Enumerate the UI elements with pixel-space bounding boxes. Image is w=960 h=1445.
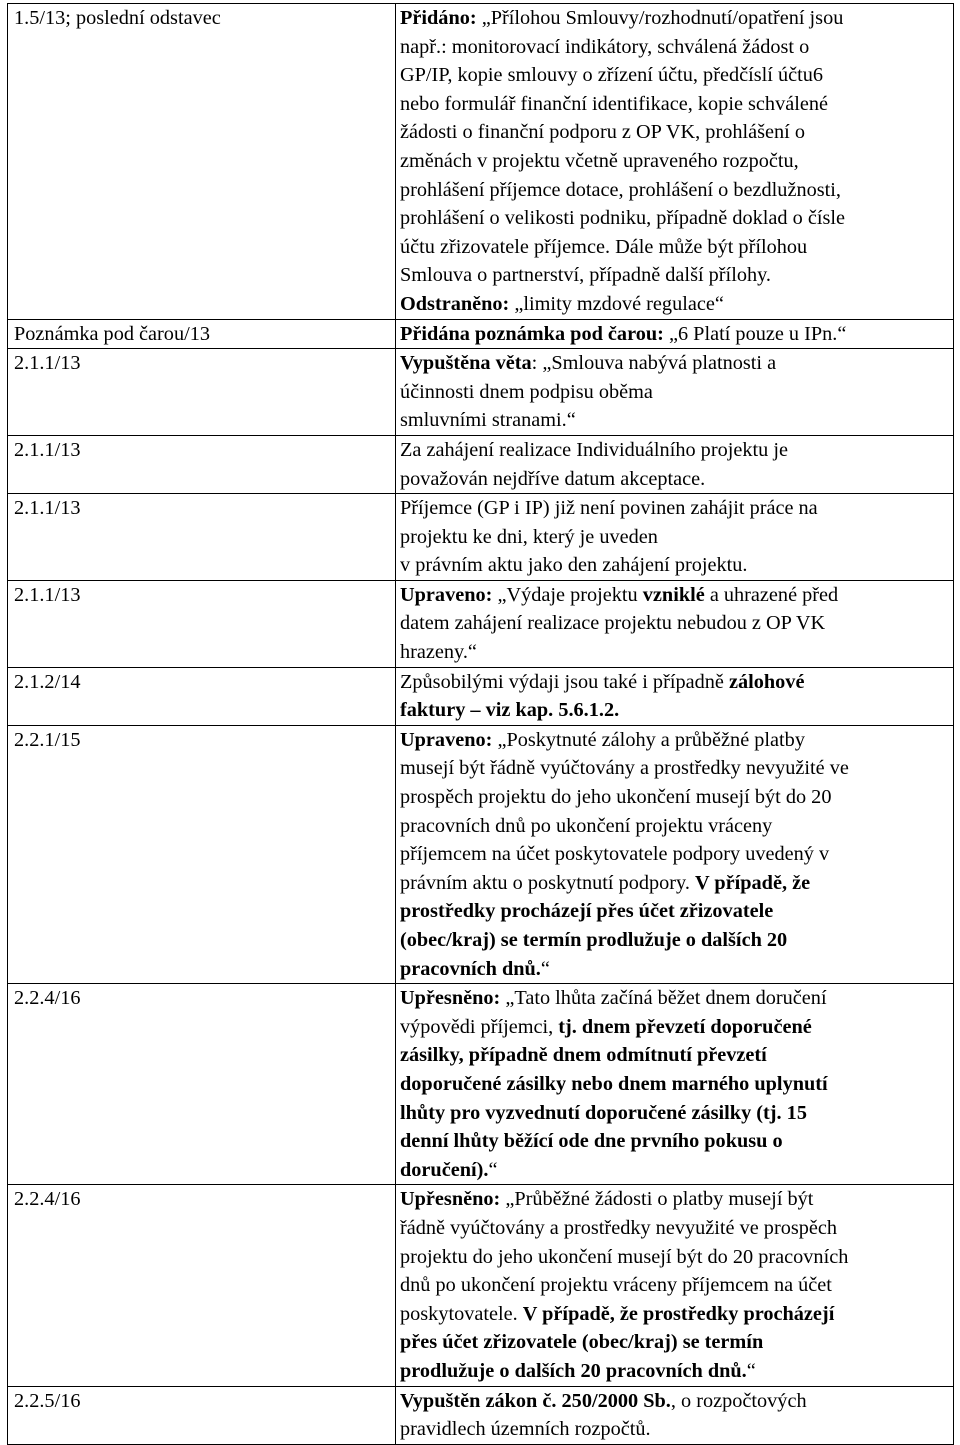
text-segment: GP/IP, kopie smlouvy o zřízení účtu, předčíslí účtu6: [400, 64, 824, 87]
text-segment: hrazeny.“: [400, 641, 477, 664]
text-segment: projektu ke dni, který je uveden: [400, 525, 658, 548]
bold-text-segment: Odstraněno:: [400, 292, 510, 315]
text-line: [400, 1271, 949, 1300]
table-row: [8, 349, 954, 436]
change-description: [396, 349, 954, 436]
text-line: [400, 1013, 949, 1042]
change-description: [396, 319, 954, 349]
text-segment: “: [540, 957, 550, 980]
text-line: [400, 1127, 949, 1156]
change-description: [396, 725, 954, 983]
text-line: [400, 812, 949, 841]
bold-text-segment: zálohové: [728, 670, 805, 693]
table-row: [8, 319, 954, 349]
text-segment: nebo formulář finanční identifikace, kopie schválené: [400, 92, 828, 115]
text-segment: projektu do jeho ukončení musejí být do 20 pracovních: [400, 1245, 849, 1268]
bold-text-segment: Upraveno:: [400, 728, 493, 751]
text-line: [400, 349, 949, 378]
change-description: [396, 494, 954, 581]
text-segment: „Poskytnuté zálohy a průběžné platby: [492, 728, 805, 751]
bold-text-segment: zásilky, případně dnem odmítnutí převzetí: [400, 1044, 767, 1067]
text-line: [400, 1387, 949, 1416]
text-line: [400, 523, 949, 552]
section-reference: 2.1.1/13: [8, 494, 396, 581]
text-segment: „Přílohou Smlouvy/rozhodnutí/opatření jsou: [476, 7, 844, 29]
text-line: [400, 1099, 949, 1128]
text-segment: musejí být řádně vyúčtovány a prostředky nevyužité ve: [400, 757, 849, 780]
text-segment: „Výdaje projektu: [492, 583, 643, 606]
text-segment: „Průběžné žádosti o platby musejí být: [500, 1188, 814, 1211]
text-segment: prospěch projektu do jeho ukončení musejí být do 20: [400, 786, 832, 809]
table-row: [8, 1185, 954, 1386]
text-line: [400, 147, 949, 176]
bold-text-segment: Upřesněno:: [400, 1188, 501, 1211]
bold-text-segment: Přidáno:: [400, 7, 477, 29]
text-line: [400, 984, 949, 1013]
text-line: [400, 4, 949, 33]
changes-table-body: [8, 4, 954, 1445]
text-segment: prohlášení příjemce dotace, prohlášení o bezdlužnosti,: [400, 178, 841, 201]
text-line: [400, 869, 949, 898]
bold-text-segment: faktury – viz kap. 5.6.1.2.: [400, 699, 620, 722]
text-line: [400, 696, 949, 725]
bold-text-segment: Vypuštěn zákon č. 250/2000 Sb.: [400, 1389, 671, 1412]
text-line: [400, 494, 949, 523]
section-reference: 2.1.2/14: [8, 667, 396, 725]
text-line: [400, 955, 949, 984]
text-line: [400, 1357, 949, 1386]
text-line: [400, 783, 949, 812]
text-line: [400, 290, 949, 319]
text-line: [400, 1070, 949, 1099]
text-line: [400, 465, 949, 494]
text-segment: změnách v projektu včetně upraveného rozpočtu,: [400, 149, 799, 172]
bold-text-segment: doporučené zásilky nebo dnem marného uplynutí: [400, 1072, 828, 1095]
change-description: [396, 580, 954, 667]
text-line: [400, 61, 949, 90]
text-line: [400, 176, 949, 205]
text-segment: prohlášení o velikosti podniku, případně doklad o čísle: [400, 207, 845, 230]
text-line: [400, 668, 949, 697]
bold-text-segment: prostředky procházejí přes účet zřizovatele: [400, 900, 774, 923]
text-line: [400, 320, 949, 349]
text-segment: žádosti o finanční podporu z OP VK, prohlášení o: [400, 121, 805, 144]
text-segment: Za zahájení realizace Individuálního projektu je: [400, 438, 788, 461]
bold-text-segment: Upřesněno:: [400, 987, 501, 1010]
bold-text-segment: tj. dnem převzetí doporučené: [558, 1015, 812, 1038]
text-line: [400, 1300, 949, 1329]
text-segment: datem zahájení realizace projektu nebudou z OP VK: [400, 612, 826, 635]
table-row: [8, 1386, 954, 1444]
text-segment: „limity mzdové regulace“: [509, 292, 724, 315]
bold-text-segment: Upraveno:: [400, 583, 493, 606]
text-line: [400, 1214, 949, 1243]
text-line: [400, 1185, 949, 1214]
text-segment: dnů po ukončení projektu vráceny příjemcem na účet: [400, 1274, 832, 1297]
text-segment: pracovních dnů po ukončení projektu vráceny: [400, 814, 773, 837]
section-reference: 2.1.1/13: [8, 435, 396, 493]
table-row: [8, 494, 954, 581]
text-segment: “: [488, 1158, 498, 1181]
text-segment: účtu zřizovatele příjemce. Dále může být přílohou: [400, 235, 808, 258]
text-segment: např.: monitorovací indikátory, schválená žádost o: [400, 35, 810, 58]
text-line: [400, 90, 949, 119]
change-description: [396, 1185, 954, 1386]
text-segment: : „Smlouva nabývá platnosti a: [531, 352, 777, 375]
text-segment: považován nejdříve datum akceptace.: [400, 467, 706, 490]
text-line: [400, 754, 949, 783]
text-line: [400, 897, 949, 926]
change-description: [396, 984, 954, 1185]
text-line: [400, 33, 949, 62]
text-line: [400, 551, 949, 580]
text-line: [400, 726, 949, 755]
text-line: [400, 1156, 949, 1185]
text-segment: smluvními stranami.“: [400, 409, 576, 432]
text-segment: právním aktu o poskytnutí podpory.: [400, 871, 695, 894]
text-segment: řádně vyúčtovány a prostředky nevyužité ve prospěch: [400, 1216, 838, 1239]
bold-text-segment: vzniklé: [642, 583, 705, 606]
text-line: [400, 840, 949, 869]
text-line: [400, 1415, 949, 1444]
table-row: [8, 984, 954, 1185]
section-reference: 1.5/13; poslední odstavec: [8, 4, 396, 320]
text-segment: pravidlech územních rozpočtů.: [400, 1418, 651, 1441]
bold-text-segment: (obec/kraj) se termín prodlužuje o dalších 20: [400, 929, 788, 951]
text-segment: „Tato lhůta začíná běžet dnem doručení: [500, 987, 827, 1010]
change-description: [396, 4, 954, 320]
bold-text-segment: prodlužuje o dalších 20 pracovních dnů.: [400, 1359, 747, 1382]
text-line: [400, 261, 949, 290]
table-row: [8, 725, 954, 983]
text-line: [400, 926, 949, 955]
text-segment: “: [746, 1359, 756, 1382]
section-reference: 2.2.1/15: [8, 725, 396, 983]
section-reference: 2.2.5/16: [8, 1386, 396, 1444]
bold-text-segment: lhůty pro vyzvednutí doporučené zásilky (tj. 15: [400, 1101, 807, 1124]
text-line: [400, 1328, 949, 1357]
text-segment: , o rozpočtových: [670, 1389, 807, 1412]
table-row: [8, 4, 954, 320]
table-row: [8, 667, 954, 725]
change-description: [396, 1386, 954, 1444]
text-segment: a uhrazené před: [704, 583, 839, 606]
text-line: [400, 233, 949, 262]
text-segment: účinnosti dnem podpisu oběma: [400, 380, 653, 403]
bold-text-segment: denní lhůty běžící ode dne prvního pokusu o: [400, 1130, 783, 1153]
section-reference: 2.2.4/16: [8, 1185, 396, 1386]
text-segment: Příjemce (GP i IP) již není povinen zahájit práce na: [400, 497, 818, 520]
changes-table: [7, 3, 954, 1445]
text-segment: Způsobilými výdaji jsou také i případně: [400, 670, 729, 693]
text-line: [400, 1243, 949, 1272]
text-line: [400, 638, 949, 667]
text-segment: výpovědi příjemci,: [400, 1015, 559, 1038]
text-segment: „6 Platí pouze u IPn.“: [663, 322, 847, 345]
text-segment: poskytovatele.: [400, 1302, 523, 1325]
bold-text-segment: V případě, že: [695, 871, 811, 894]
text-line: [400, 1041, 949, 1070]
text-segment: Smlouva o partnerství, případně další přílohy.: [400, 264, 772, 287]
table-row: [8, 435, 954, 493]
text-segment: příjemcem na účet poskytovatele podpory uvedený v: [400, 843, 830, 866]
text-line: [400, 378, 949, 407]
bold-text-segment: pracovních dnů.: [400, 957, 541, 980]
text-line: [400, 609, 949, 638]
change-description: [396, 435, 954, 493]
bold-text-segment: doručení).: [400, 1158, 489, 1181]
text-line: [400, 118, 949, 147]
bold-text-segment: přes účet zřizovatele (obec/kraj) se termín: [400, 1331, 764, 1354]
section-reference: 2.1.1/13: [8, 580, 396, 667]
section-reference: 2.2.4/16: [8, 984, 396, 1185]
bold-text-segment: Přidána poznámka pod čarou:: [400, 322, 664, 345]
bold-text-segment: V případě, že prostředky procházejí: [522, 1302, 835, 1325]
change-description: [396, 667, 954, 725]
section-reference: 2.1.1/13: [8, 349, 396, 436]
text-line: [400, 204, 949, 233]
section-reference: Poznámka pod čarou/13: [8, 319, 396, 349]
table-row: [8, 580, 954, 667]
text-line: [400, 406, 949, 435]
text-line: [400, 436, 949, 465]
text-segment: v právním aktu jako den zahájení projektu.: [400, 554, 748, 577]
bold-text-segment: Vypuštěna věta: [400, 352, 532, 375]
text-line: [400, 581, 949, 610]
